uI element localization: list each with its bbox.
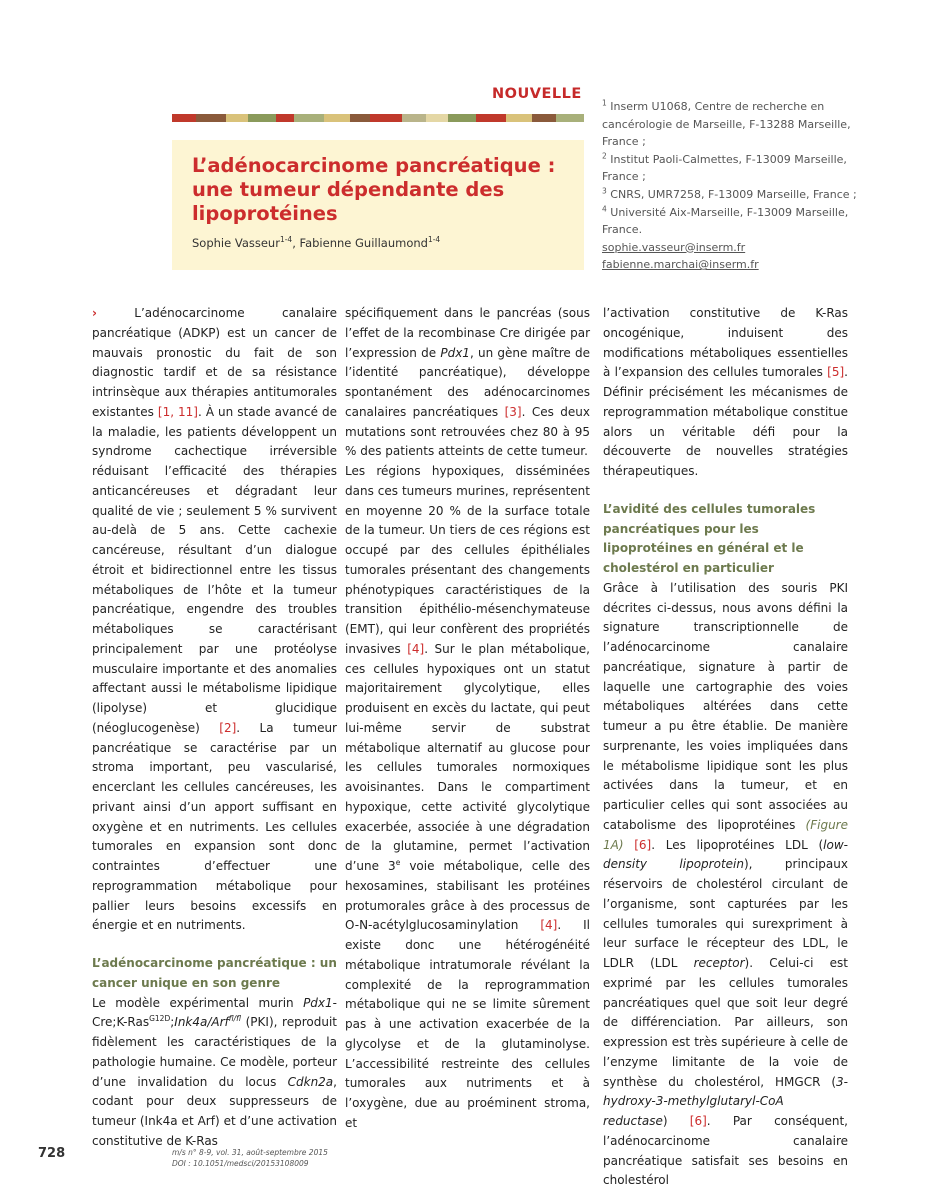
color-bar-segment bbox=[350, 114, 370, 122]
author-affiliation-ref: 1-4 bbox=[279, 235, 293, 245]
paragraph: › L’adénocarcinome canalaire pancréatique (ADKP) est un cancer de mauvais pronostic du fait de son diagnostic tardif et de sa résistance intrinsèque aux thérapies antitumorales existantes [1, 11]. À un stade avancé de la maladie, les patients développent un syndrome cachectique irréversible réduisant l’efficacité des thérapies anticancéreuses et dégradant leur qualité de vie ; seulement 5 % survivent au-delà de 5 ans. Cette cachexie cancéreuse, résultant d’un dialogue étroit et bidirectionnel entre les tissus métaboliques de l’hôte et la tumeur pancréatique, engendre des troubles métaboliques se caractérisant principalement par une protéolyse musculaire importante et des anomalies affectant aussi le métabolisme lipidique (lipolyse) et glucidique (néoglucogenèse) [2]. La tumeur pancréatique se caractérise par un stroma important, peu vascularisé, encerclant les cellules cancéreuses, les privant ainsi d’un apport suffisant en oxygène et en nutriments. Les cellules tumorales en expansion sont donc contraintes d’effectuer une reprogrammation métabolique pour pallier leurs besoins excessifs en énergie et en nutriments. bbox=[92, 306, 338, 933]
citation-link[interactable]: [5] bbox=[827, 365, 845, 380]
affiliation-number: 3 bbox=[602, 186, 607, 196]
color-bar-segment bbox=[426, 114, 448, 122]
affiliation-number: 1 bbox=[602, 98, 607, 108]
paragraph: l’activation constitutive de K-Ras oncogénique, induisent des modifications métaboliques essentielles à l’expansion des cellules tumorales [5]. Définir précisément les mécanismes de reprogrammation métabolique constitue alors un véritable défi pour la découverte de nouvelles stratégies thérapeutiques. bbox=[603, 306, 848, 478]
color-bar-segment bbox=[276, 114, 294, 122]
citation-link[interactable]: [2] bbox=[219, 720, 237, 735]
section-label: NOUVELLE bbox=[492, 86, 582, 102]
affiliation-number: 4 bbox=[602, 203, 607, 213]
affiliations bbox=[602, 98, 862, 274]
citation-link[interactable]: [4] bbox=[407, 641, 425, 656]
paragraph: Les régions hypoxiques, disséminées dans ces tumeurs murines, représentent en moyenne 20 % de la surface totale de la tumeur. Un tiers de ces régions est occupé par des cellules épithéliales tumorales présentant des changements phénotypiques caractéristiques de la transition épithélio-mésenchymateuse (EMT), qui leur confèrent des propriétés invasives [4]. Sur le plan métabolique, ces cellules hypoxiques ont un statut majoritairement glycolytique, elles produisent en excès du lactate, qui peut lui-même servir de substrat métabolique alternatif au glucose pour les cellules tumorales normoxiques avoisinantes. Dans le compartiment hypoxique, cette activité glycolytique exacerbée, associée à une dégradation de la glutamine, permet l’activation d’une 3e voie métabolique, celle des hexosamines, stabilisant les protéines protumorales grâce à des processus de O-N-acétylglucosaminylation [4]. Il existe donc une hétérogénéité métabolique intratumorale révélant la complexité de la reprogrammation métabolique qui ne se limite sûrement pas à une activation exacerbée de la glycolyse et de la glutaminolyse. L’accessibilité restreinte des cellules tumorales aux nutriments et à l’oxygène, due au proéminent stroma, et bbox=[345, 464, 590, 1130]
text-column-3 bbox=[603, 304, 848, 1191]
author-list bbox=[192, 236, 582, 250]
paragraph: Le modèle expérimental murin Pdx1-Cre;K-Ras$^{G12D}$;Ink4a/Arf$^{fl/fl}$ (PKI), reproduit fidèlement les caractéristiques de la pathologie humaine. Ce modèle, porteur d’une invalidation du locus Cdkn2a, codant pour deux suppresseurs de tumeur (Ink4a et Arf) et d’une activation constitutive de K-Ras bbox=[92, 995, 337, 1148]
citation-link[interactable]: [4] bbox=[540, 918, 558, 933]
paragraph: Grâce à l’utilisation des souris PKI décrites ci-dessus, nous avons défini la signature transcriptionnelle de l’adénocarcinome canalaire pancréatique, signature à partir de laquelle une cartographie des voies métaboliques altérées dans cette tumeur a pu être établie. De manière surprenante, les voies impliquées dans le métabolisme lipidique sont les plus activées dans la tumeur, et en particulier celles qui sont associées au catabolisme des lipoprotéines (Figure 1A) [6]. Les lipoprotéines LDL (low-density lipoprotein), principaux réservoirs de cholestérol circulant de l’organisme, sont capturées par les cellules tumorales qui surexpriment à leur surface le récepteur des LDL, le LDLR (LDL receptor). Celui-ci est exprimé par les cellules tumorales pancréatiques quel que soit leur degré de différenciation. Par ailleurs, son expression est très supérieure à celle de l’enzyme limitante de la voie de synthèse du cholestérol, HMGCR (3-hydroxy-3-methylglutaryl-CoA reductase) [6]. Par conséquent, l’adénocarcinome canalaire pancréatique satisfait ses besoins en cholestérol bbox=[603, 580, 849, 1188]
section-heading: L’avidité des cellules tumorales pancréatiques pour les lipoprotéines en général et le cholestérol en particulier bbox=[603, 501, 816, 575]
affiliation-text: Inserm U1068, Centre de recherche en cancérologie de Marseille, F-13288 Marseille, France ; bbox=[602, 100, 851, 149]
affiliation-text: Université Aix-Marseille, F-13009 Marseille, France. bbox=[602, 205, 849, 237]
color-bar-segment bbox=[324, 114, 350, 122]
color-bar-segment bbox=[532, 114, 556, 122]
affiliation-2 bbox=[602, 151, 862, 186]
affiliation-4 bbox=[602, 204, 862, 239]
citation-link[interactable]: [6] bbox=[634, 837, 652, 852]
color-bar-segment bbox=[448, 114, 476, 122]
intro-arrow-icon: › bbox=[92, 306, 97, 320]
figure-link[interactable]: (Figure 1A) bbox=[603, 817, 848, 852]
author-name: Fabienne Guillaumond bbox=[299, 236, 428, 250]
email-link[interactable]: sophie.vasseur@inserm.fr bbox=[602, 240, 746, 254]
affiliation-text: Institut Paoli-Calmettes, F-13009 Marseille, France ; bbox=[602, 152, 847, 184]
color-bar-segment bbox=[402, 114, 426, 122]
color-bar-segment bbox=[294, 114, 324, 122]
affiliation-1 bbox=[602, 98, 862, 151]
affiliation-text: CNRS, UMR7258, F-13009 Marseille, France ; bbox=[610, 187, 857, 201]
journal-reference bbox=[172, 1147, 328, 1169]
color-bar-segment bbox=[476, 114, 506, 122]
color-bar-segment bbox=[248, 114, 276, 122]
section-heading: L’adénocarcinome pancréatique : un cancer unique en son genre bbox=[92, 956, 337, 990]
article-title: L’adénocarcinome pancréatique : une tumeur dépendante des lipoprotéines bbox=[192, 154, 556, 225]
author-name: Sophie Vasseur bbox=[192, 236, 280, 250]
decorative-color-bar bbox=[172, 114, 584, 122]
paragraph: spécifiquement dans le pancréas (sous l’effet de la recombinase Cre dirigée par l’expression de Pdx1, un gène maître de l’identité pancréatique), développe spontanément des adénocarcinomes canalaires pancréatiques [3]. Ces deux mutations sont retrouvées chez 80 à 95 % des patients atteints de cette tumeur. bbox=[345, 306, 590, 459]
citation-link[interactable]: [6] bbox=[689, 1114, 707, 1128]
text-column-1 bbox=[92, 304, 337, 1152]
author-affiliation-ref: 1-4 bbox=[427, 235, 441, 245]
color-bar-segment bbox=[226, 114, 248, 122]
affiliation-number: 2 bbox=[602, 151, 607, 161]
color-bar-segment bbox=[506, 114, 532, 122]
doi-line: DOI : 10.1051/medsci/20153108009 bbox=[172, 1159, 309, 1168]
author-separator: , bbox=[292, 236, 300, 250]
citation-link[interactable]: [1, 11] bbox=[157, 404, 198, 419]
color-bar-segment bbox=[196, 114, 226, 122]
citation-link[interactable]: [3] bbox=[504, 404, 522, 419]
color-bar-segment bbox=[370, 114, 402, 122]
color-bar-segment bbox=[172, 114, 196, 122]
page-number: 728 bbox=[38, 1146, 66, 1161]
journal-line: m/s n° 8-9, vol. 31, août-septembre 2015 bbox=[172, 1148, 328, 1157]
color-bar-segment bbox=[556, 114, 584, 122]
email-link[interactable]: fabienne.marchai@inserm.fr bbox=[602, 258, 759, 272]
text-column-2 bbox=[345, 304, 590, 1134]
affiliation-3 bbox=[602, 186, 862, 204]
